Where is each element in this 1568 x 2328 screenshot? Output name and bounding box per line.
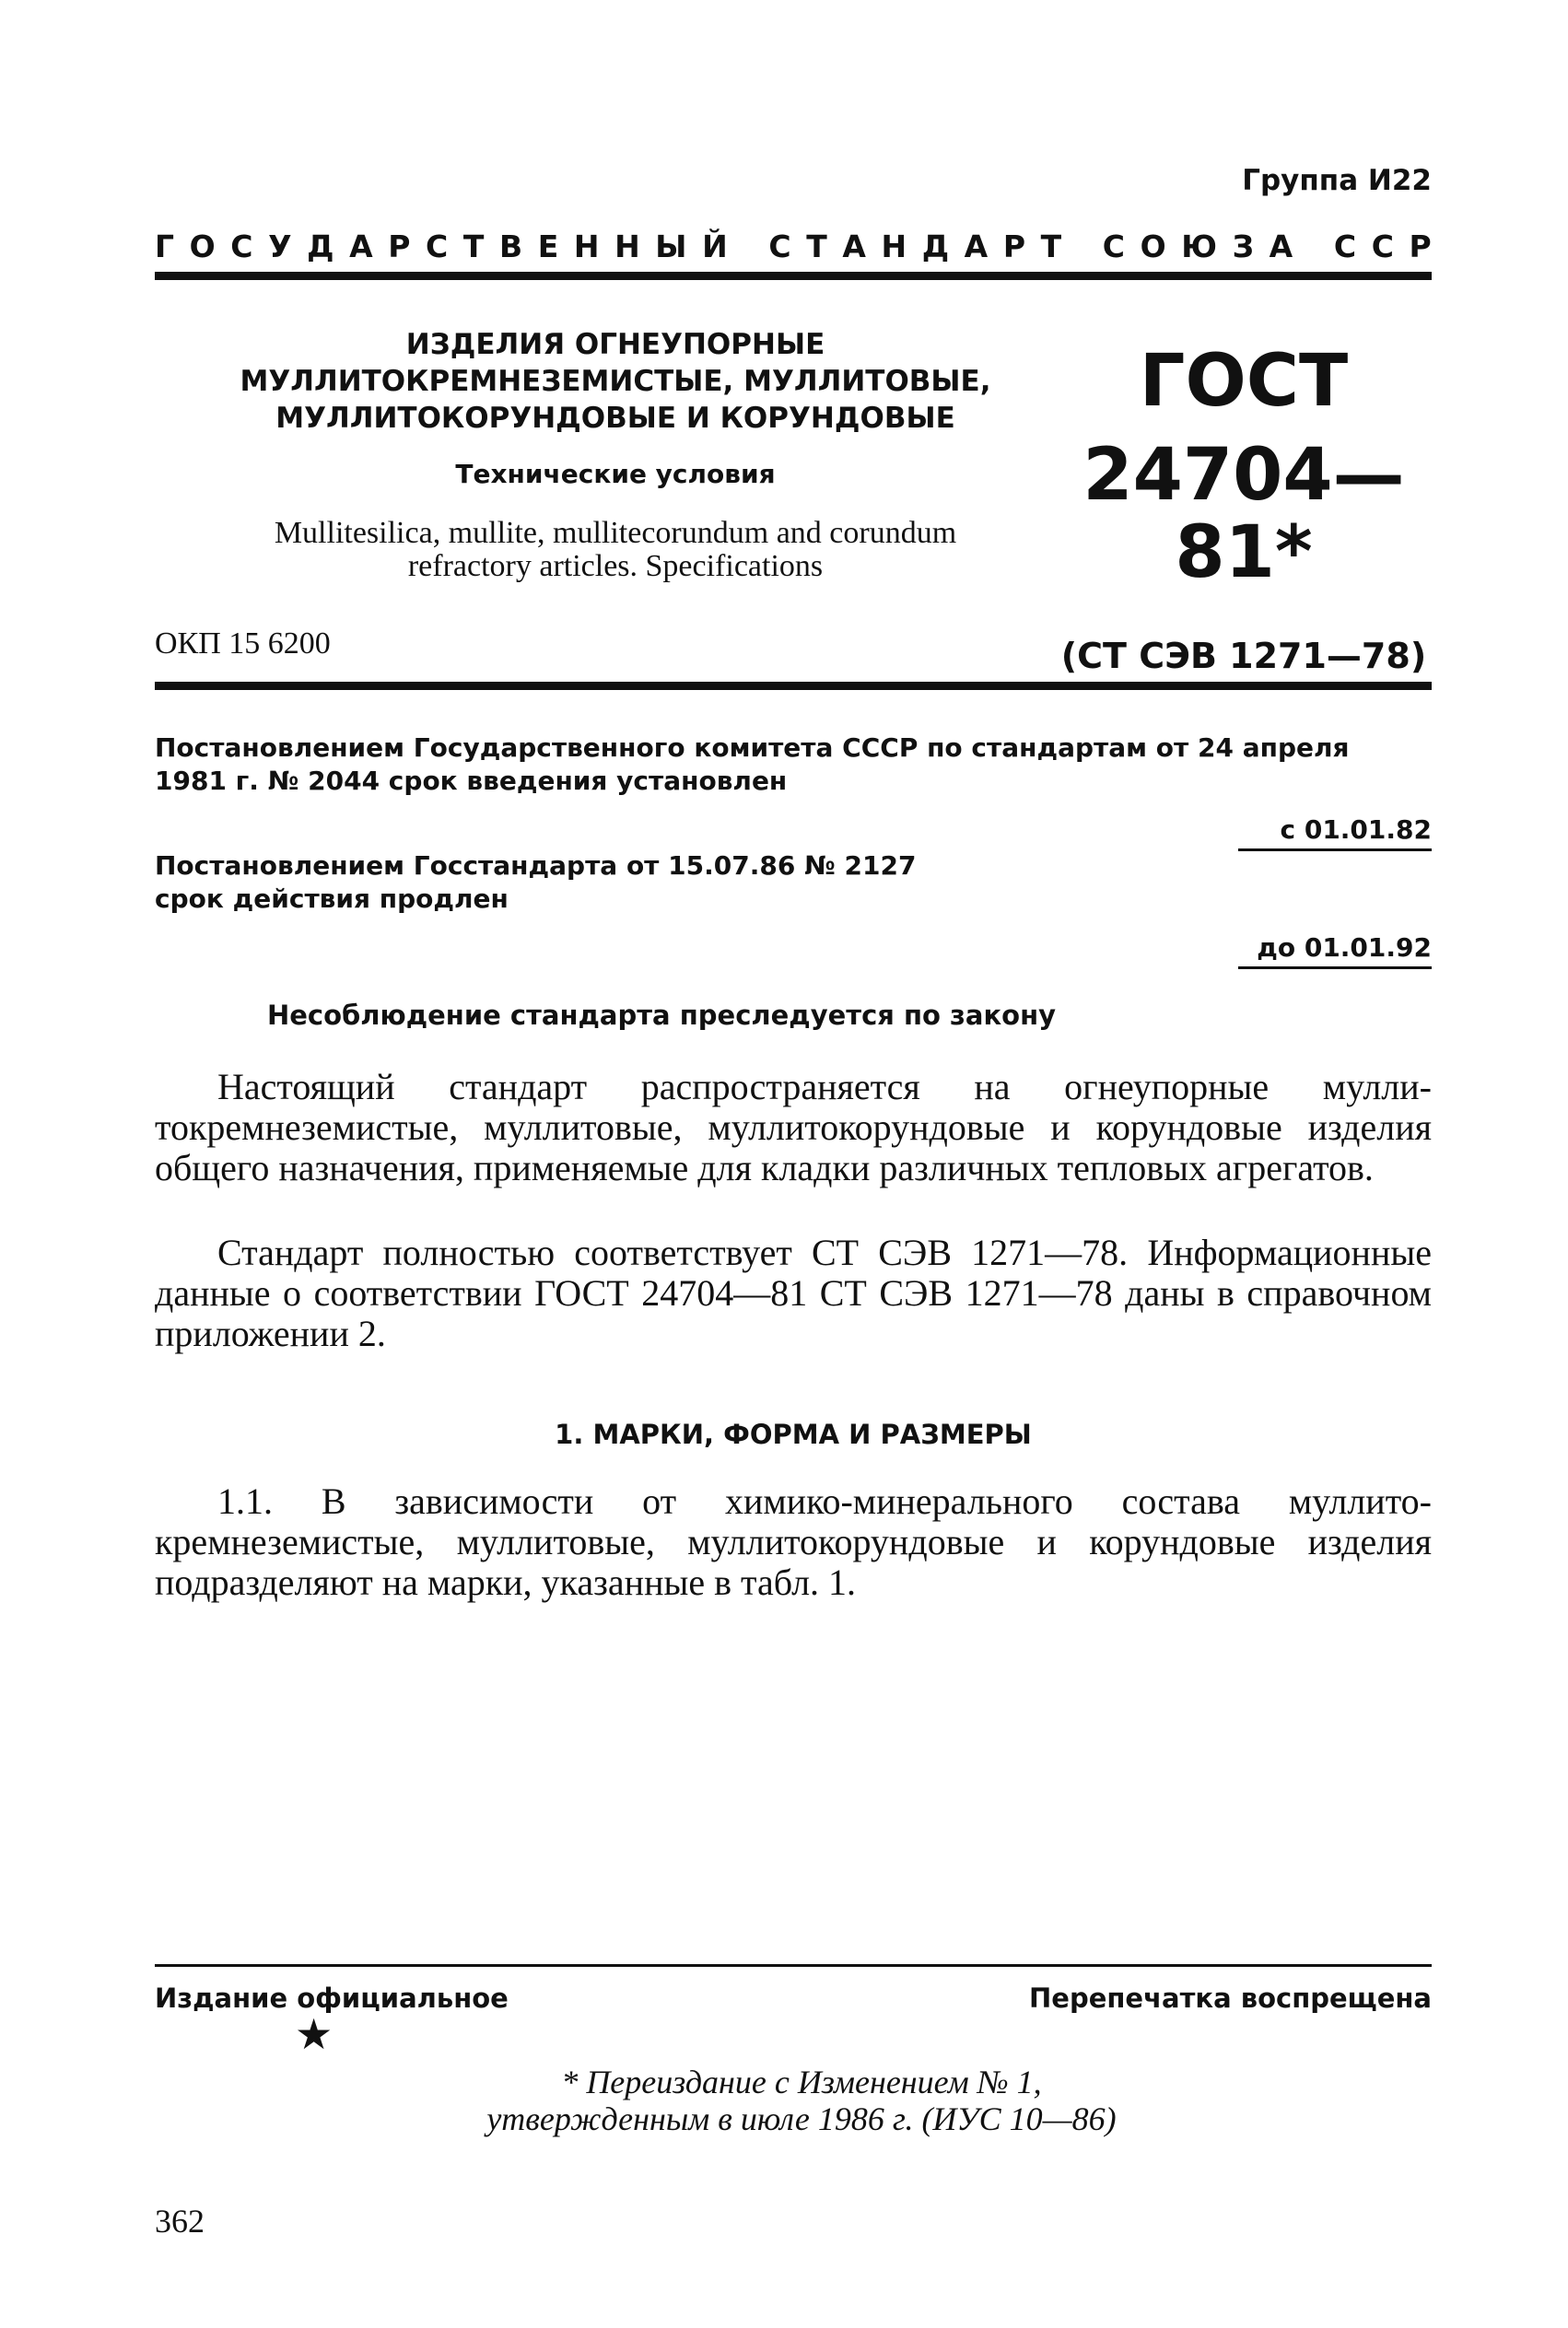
state-standard-letter: У <box>268 228 292 264</box>
paragraph-1-1: 1.1. В зависимости от химико-минерального состава муллитокремнеземистые, муллитовые, муллитокорундовые и корундовые изделия подразделяют на марки, указанные в табл. 1. <box>155 1480 1432 1603</box>
gost-block <box>1050 340 1437 676</box>
subtitle: Технические условия <box>455 459 776 489</box>
state-standard-letter: Д <box>921 228 950 264</box>
state-standard-letter <box>1077 228 1088 264</box>
state-standard-letter: Н <box>573 228 600 264</box>
english-title-line-2: refractory articles. Specifications <box>407 549 824 583</box>
state-standard-letter: С <box>1102 228 1126 264</box>
decree-second <box>155 849 1432 916</box>
state-standard-letter: З <box>1232 228 1255 264</box>
state-standard-letter: Т <box>1040 228 1062 264</box>
section-heading: 1. МАРКИ, ФОРМА И РАЗМЕРЫ <box>555 1419 1032 1450</box>
decree-first-line-1: Постановлением Государственного комитета СССР по стандартам от 24 апреля <box>155 732 1350 763</box>
state-standard-letter: Н <box>614 228 640 264</box>
state-standard-letter: Н <box>881 228 907 264</box>
decree-second-line-1: Постановлением Госстандарта от 15.07.86 № 2127 <box>155 850 917 881</box>
state-standard-letter: Д <box>307 228 334 264</box>
state-standard-letter: А <box>349 228 373 264</box>
gost-number: 24704—81* <box>1082 434 1405 594</box>
state-standard-letter <box>743 228 754 264</box>
state-standard-letter: Т <box>806 228 827 264</box>
decree-first <box>155 731 1432 798</box>
state-standard-letter: С <box>1371 228 1394 264</box>
state-standard-letter: С <box>1333 228 1357 264</box>
group-label: Группа И22 <box>1242 164 1432 197</box>
state-standard-letter <box>1308 228 1319 264</box>
state-standard-letter: О <box>189 228 216 264</box>
reissue-note <box>396 2064 1207 2137</box>
decree-first-line-2: 1981 г. № 2044 срок введения установлен <box>155 766 788 796</box>
state-standard-letter: Ю <box>1181 228 1218 264</box>
state-standard-letter: Й <box>702 228 728 264</box>
english-title-line-1: Mullitesilica, mullite, mullitecorundum and corundum <box>274 516 957 550</box>
page-number: 362 <box>155 2203 205 2240</box>
st-sev-reference: (СТ СЭВ 1271—78) <box>1060 636 1427 676</box>
noncompliance-notice: Несоблюдение стандарта преследуется по закону <box>266 1000 1057 1031</box>
title-block <box>155 326 1076 583</box>
paragraph-scope: Настоящий стандарт распространяется на огнеупорные муллитокремнеземистые, муллитовые, муллитокорундовые и корундовые изделия общего назначения, применяемые для кладки различных тепловых агрегатов. <box>155 1066 1432 1188</box>
state-standard-letter: А <box>964 228 989 264</box>
paragraph-compliance: Стандарт полностью соответствует СТ СЭВ 1271—78. Информационные данные о соответствии ГОСТ 24704—81 СТ СЭВ 1271—78 даны в справочном приложении 2. <box>155 1232 1432 1354</box>
header-rule-top <box>155 272 1432 280</box>
star-icon: ★ <box>295 2011 333 2058</box>
state-standard-letter: С <box>768 228 791 264</box>
state-standard-letter: Е <box>537 228 559 264</box>
state-standard-letter: А <box>1269 228 1293 264</box>
reprint-prohibited-label: Перепечатка воспрещена <box>1029 1983 1432 2014</box>
decree-second-line-2: срок действия продлен <box>155 883 509 914</box>
state-standard-letter: Т <box>462 228 485 264</box>
state-standard-letter: Г <box>155 228 175 264</box>
gost-label: ГОСТ <box>1139 340 1349 423</box>
reissue-note-line-1: * Переиздание с Изменением № 1, <box>561 2064 1042 2100</box>
footer-rule <box>155 1964 1432 1967</box>
state-standard-letter: Р <box>1409 228 1432 264</box>
title-line-1: ИЗДЕЛИЯ ОГНЕУПОРНЫЕ <box>405 328 825 361</box>
official-edition-label: Издание официальное <box>155 1983 509 2014</box>
state-standard-letter: А <box>842 228 866 264</box>
title-line-2: МУЛЛИТОКРЕМНЕЗЕМИСТЫЕ, МУЛЛИТОВЫЕ, <box>240 365 991 398</box>
state-standard-letter: С <box>230 228 253 264</box>
state-standard-letter: Р <box>1002 228 1025 264</box>
reissue-note-line-2: утвержденным в июле 1986 г. (ИУС 10—86) <box>486 2100 1117 2137</box>
title-line-3: МУЛЛИТОКОРУНДОВЫЕ И КОРУНДОВЫЕ <box>275 402 955 435</box>
header-rule-bottom <box>155 682 1432 690</box>
effective-date: с 01.01.82 <box>1238 814 1432 851</box>
okp-code: ОКП 15 6200 <box>155 626 331 661</box>
state-standard-letter: С <box>426 228 449 264</box>
state-standard-heading <box>155 228 1432 264</box>
state-standard-letter: О <box>1140 228 1166 264</box>
english-title <box>155 517 1076 583</box>
extended-date: до 01.01.92 <box>1238 932 1432 969</box>
state-standard-letter: Р <box>388 228 411 264</box>
state-standard-letter: В <box>498 228 523 264</box>
state-standard-letter: Ы <box>655 228 687 264</box>
